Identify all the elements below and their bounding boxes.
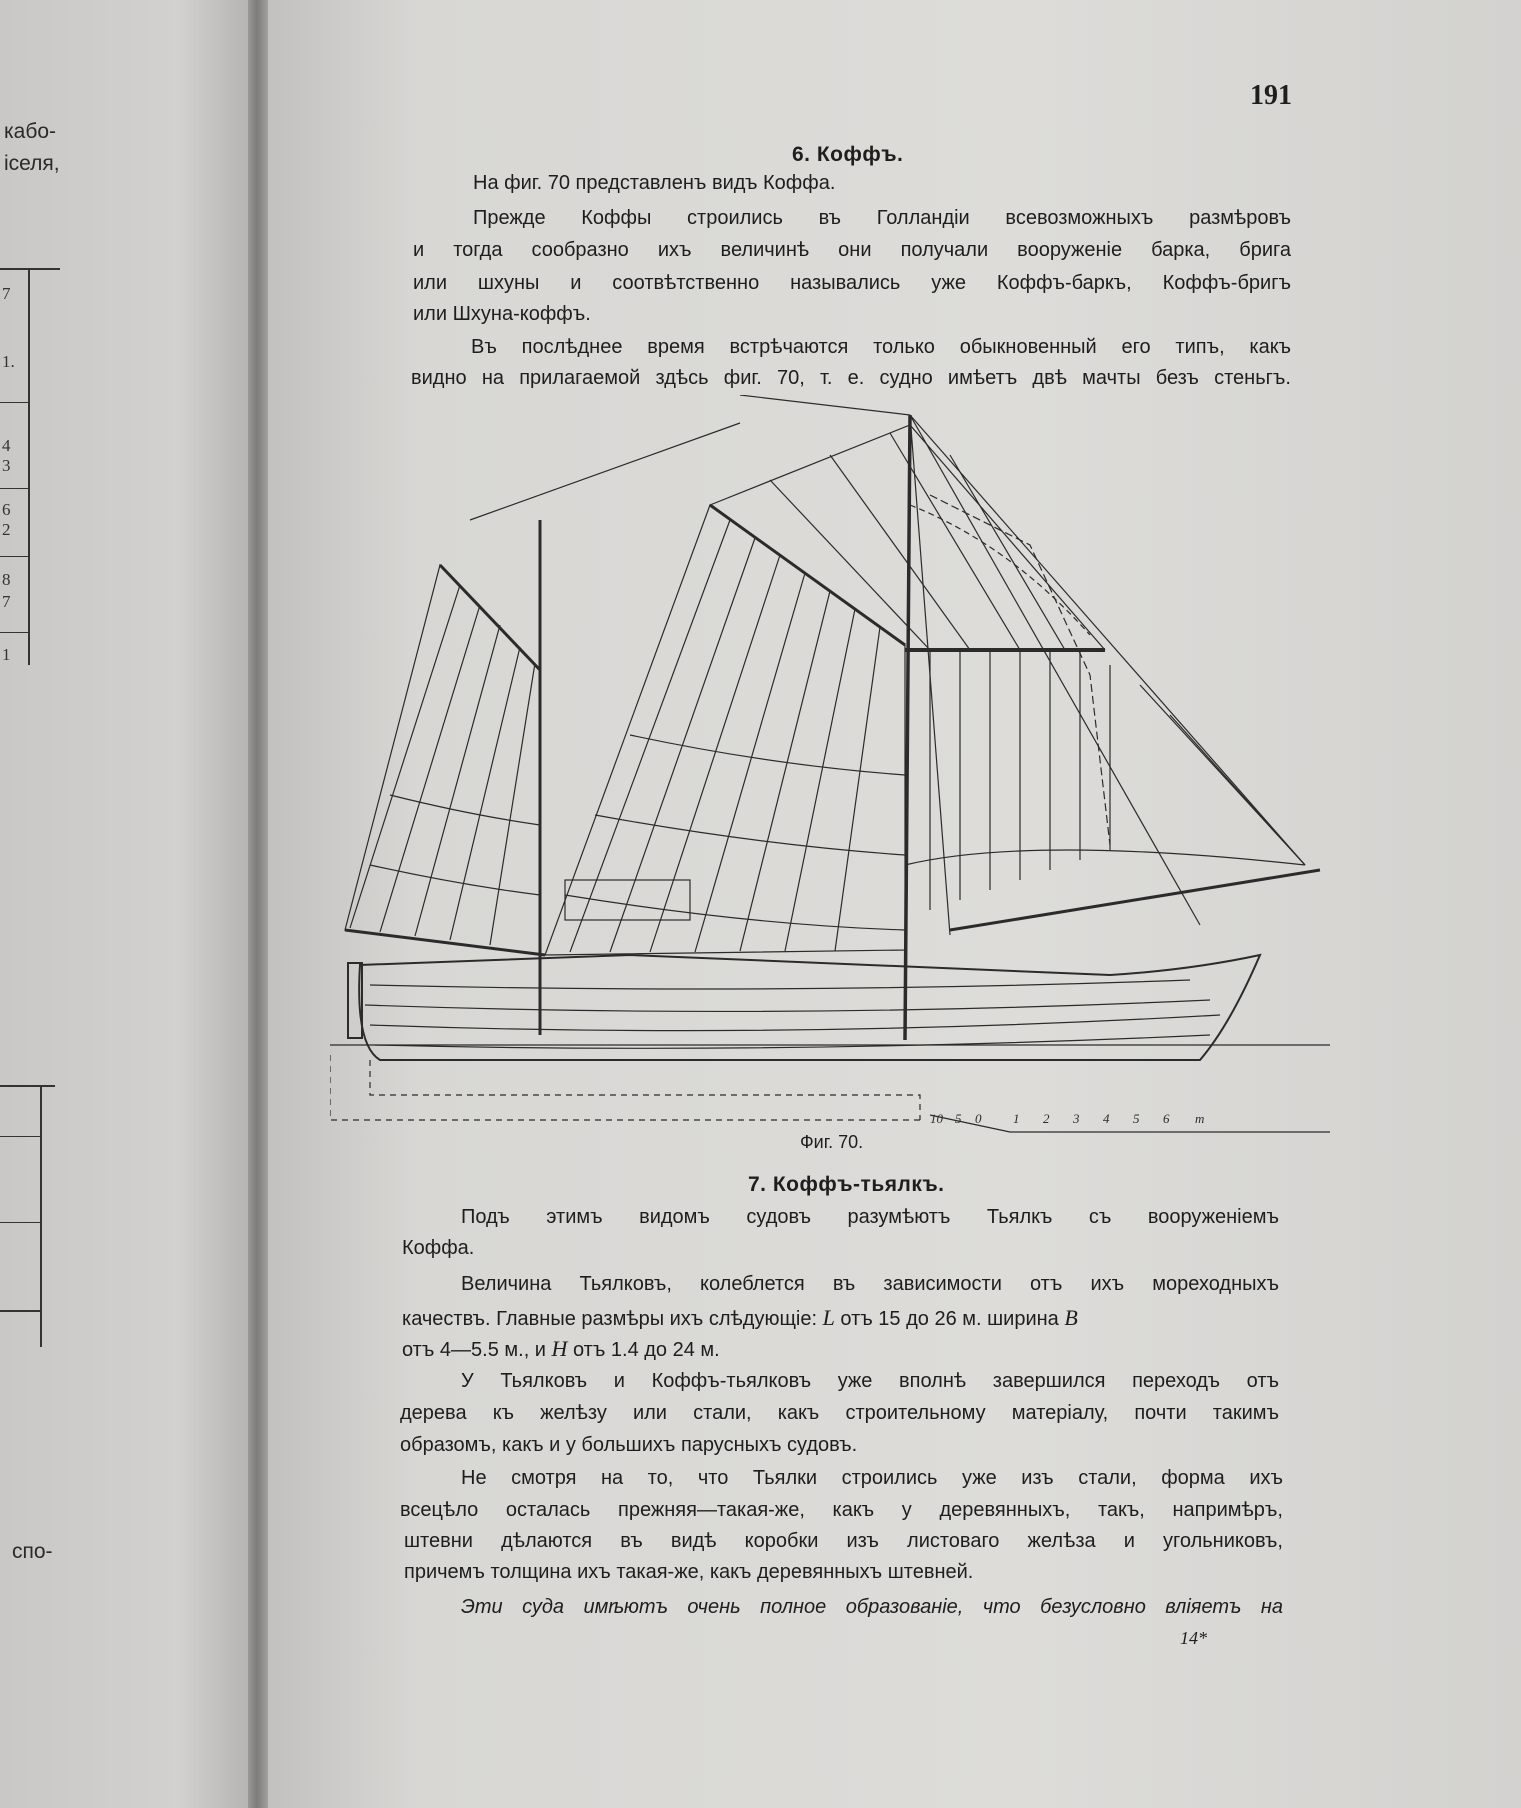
text-line: и тогда сообразно ихъ величинѣ они получали вооруженiе барка, брига (413, 239, 1291, 261)
table-cell: 1 (2, 645, 11, 664)
left-fragment: кабо- (4, 120, 57, 143)
text-run: отъ 1.4 до 24 м. (573, 1339, 720, 1361)
scale-label: 0 (975, 1111, 982, 1126)
text-run: качествъ. Главные размѣры ихъ слѣдующiе: (402, 1308, 818, 1330)
hull (348, 880, 1260, 1060)
table-rule (28, 270, 30, 665)
text-line (402, 1336, 720, 1362)
text-line: дерева къ желѣзу или стали, какъ строительному матерiалу, почти такимъ (400, 1402, 1279, 1424)
table-rule (0, 632, 28, 633)
scale-label: 6 (1163, 1111, 1170, 1126)
text-line: образомъ, какъ и у большихъ парусныхъ судовъ. (400, 1434, 858, 1456)
text-line: Подъ этимъ видомъ судовъ разумѣютъ Тьялкъ съ вооруженiемъ (461, 1206, 1279, 1228)
math-variable: B (1064, 1305, 1078, 1330)
scale-label: 2 (1043, 1111, 1050, 1126)
left-fragment: iселя, (4, 152, 60, 175)
text-line: Эти суда имѣютъ очень полное образованiе, что безусловно влiяетъ на (461, 1596, 1283, 1618)
table-rule (0, 402, 28, 403)
text-line: Величина Тьялковъ, колеблется въ зависимости отъ ихъ мореходныхъ (461, 1273, 1279, 1295)
scale-label: 1 (1013, 1111, 1020, 1126)
table-cell: 6 (2, 500, 11, 519)
text-line: или Шхуна-коффъ. (413, 303, 591, 325)
figure-caption: Фиг. 70. (800, 1132, 864, 1152)
text-line: На фиг. 70 представленъ видъ Коффа. (473, 172, 836, 194)
scale-label: 5 (1133, 1111, 1140, 1126)
text-line: Коффа. (402, 1237, 475, 1259)
table-cell: 8 (2, 570, 11, 589)
book-gutter (248, 0, 270, 1808)
aft-sail (345, 520, 545, 1035)
scale-label: 10 (930, 1111, 943, 1126)
table-cell: 7 (2, 592, 11, 611)
table-cell: 3 (2, 456, 11, 475)
table-cell: 4 (2, 436, 11, 455)
text-line: причемъ толщина ихъ такая-же, какъ деревянныхъ штевней. (404, 1561, 974, 1583)
waterline (330, 1045, 1330, 1120)
text-line: Не смотря на то, что Тьялки строились уже изъ стали, форма ихъ (461, 1467, 1283, 1489)
section-heading: 7. Коффъ-тьялкъ. (748, 1173, 945, 1196)
text-line (402, 1305, 1078, 1331)
scale-bar (930, 1111, 1330, 1132)
main-sail (545, 415, 910, 1040)
table-cell: 7 (2, 284, 11, 303)
section-heading: 6. Коффъ. (792, 143, 904, 166)
text-line: всецѣло осталась прежняя—такая-же, какъ у деревянныхъ, такъ, напримѣръ, (400, 1499, 1283, 1521)
left-fragment: спо- (12, 1540, 53, 1563)
math-variable: H (551, 1336, 568, 1361)
scale-label: 3 (1073, 1111, 1080, 1126)
text-run: отъ 15 до 26 м. ширина (840, 1308, 1059, 1330)
table-rule (0, 1310, 40, 1312)
table-rule (0, 556, 28, 557)
table-rule (0, 1222, 40, 1223)
table-rule (40, 1087, 42, 1347)
text-line: или шхуны и соотвѣтственно назывались уже Коффъ-баркъ, Коффъ-бригъ (413, 272, 1291, 294)
text-line: штевни дѣлаются въ видѣ коробки изъ листоваго желѣза и угольниковъ, (404, 1530, 1283, 1552)
text-line: Прежде Коффы строились въ Голландiи всевозможныхъ размѣровъ (473, 207, 1291, 229)
table-rule (0, 268, 60, 270)
page-number: 191 (1250, 80, 1292, 111)
table-cell: 1. (2, 352, 15, 371)
ship-drawing (330, 395, 1340, 1155)
table-rule (0, 1136, 40, 1137)
left-page (0, 0, 255, 1808)
scale-label: m (1195, 1111, 1205, 1126)
text-run: отъ 4—5.5 м., и (402, 1339, 546, 1361)
signature-mark: 14* (1180, 1628, 1207, 1648)
table-cell: 2 (2, 520, 11, 539)
text-line: Въ послѣднее время встрѣчаются только обыкновенный его типъ, какъ (471, 336, 1291, 358)
math-variable: L (822, 1305, 835, 1330)
scale-label: 4 (1103, 1111, 1110, 1126)
fore-sails (905, 415, 1305, 925)
table-rule (0, 1085, 55, 1087)
scale-label: 5 (955, 1111, 962, 1126)
text-line: видно на прилагаемой здѣсь фиг. 70, т. е. судно имѣетъ двѣ мачты безъ стеньгъ. (411, 367, 1291, 389)
text-line: У Тьялковъ и Коффъ-тьялковъ уже вполнѣ завершился переходъ отъ (461, 1370, 1279, 1392)
table-rule (0, 488, 28, 489)
